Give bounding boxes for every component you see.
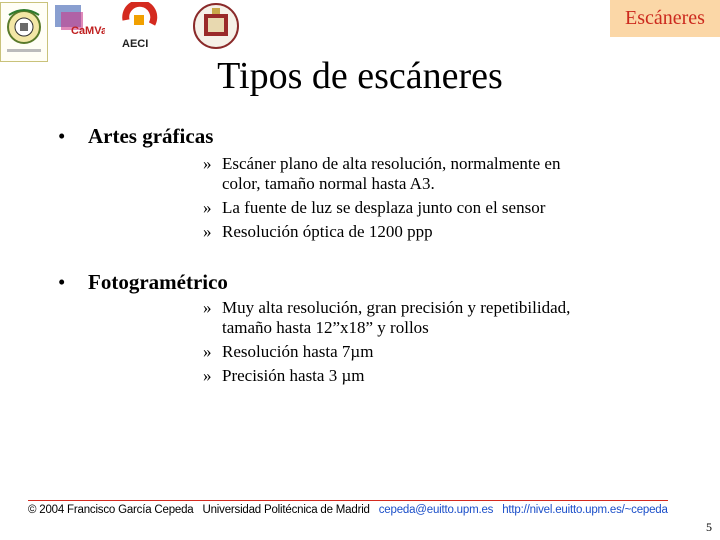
item-line-2: tamaño hasta 12”x18” y rollos	[222, 318, 429, 337]
raquo-icon: »	[203, 222, 212, 241]
raquo-icon: »	[203, 342, 212, 361]
section-tag: Escáneres	[610, 0, 720, 37]
list-item	[203, 298, 673, 338]
footer-url-link[interactable]: http://nivel.euitto.upm.es/~cepeda	[502, 504, 668, 516]
bullet-dot-icon: •	[58, 124, 66, 148]
list-item	[203, 154, 673, 194]
svg-text:CaMVa: CaMVa	[71, 25, 105, 37]
bullet-fotogrametrico	[58, 270, 228, 295]
raquo-icon: »	[203, 366, 212, 385]
sub-list-fotogrametrico	[203, 298, 673, 390]
sub-list-artes-graficas	[203, 154, 673, 246]
aeci-logo	[118, 2, 160, 50]
raquo-icon: »	[203, 298, 212, 317]
raquo-icon: »	[203, 154, 212, 173]
item-line-2: color, tamaño normal hasta A3.	[222, 174, 435, 193]
item-line: Escáner plano de alta resolución, normalmente en	[222, 154, 561, 173]
upm-shield-logo	[190, 2, 242, 50]
camva-logo	[53, 2, 105, 42]
list-item	[203, 198, 673, 218]
list-item	[203, 342, 673, 362]
footer	[28, 504, 668, 516]
footer-rule	[28, 500, 668, 501]
footer-email-link[interactable]: cepeda@euitto.upm.es	[378, 504, 494, 516]
item-line: Precisión hasta 3 µm	[222, 366, 365, 385]
item-line: La fuente de luz se desplaza junto con el sensor	[222, 198, 546, 217]
list-item	[203, 366, 673, 386]
footer-copyright: © 2004 Francisco García Cepeda	[28, 504, 194, 516]
slide-title: Tipos de escáneres	[217, 55, 503, 97]
university-crest-logo	[0, 2, 48, 62]
raquo-icon: »	[203, 198, 212, 217]
footer-institution: Universidad Politécnica de Madrid	[202, 504, 370, 516]
page-number: 5	[706, 520, 712, 534]
item-line: Resolución óptica de 1200 ppp	[222, 222, 433, 241]
bullet-artes-graficas	[58, 124, 213, 149]
bullet-dot-icon: •	[58, 270, 66, 294]
bullet-label: Fotogramétrico	[88, 270, 228, 294]
list-item	[203, 222, 673, 242]
item-line: Muy alta resolución, gran precisión y repetibilidad,	[222, 298, 571, 317]
item-line: Resolución hasta 7µm	[222, 342, 374, 361]
bullet-label: Artes gráficas	[88, 124, 214, 148]
svg-text:AECI: AECI	[122, 38, 149, 50]
